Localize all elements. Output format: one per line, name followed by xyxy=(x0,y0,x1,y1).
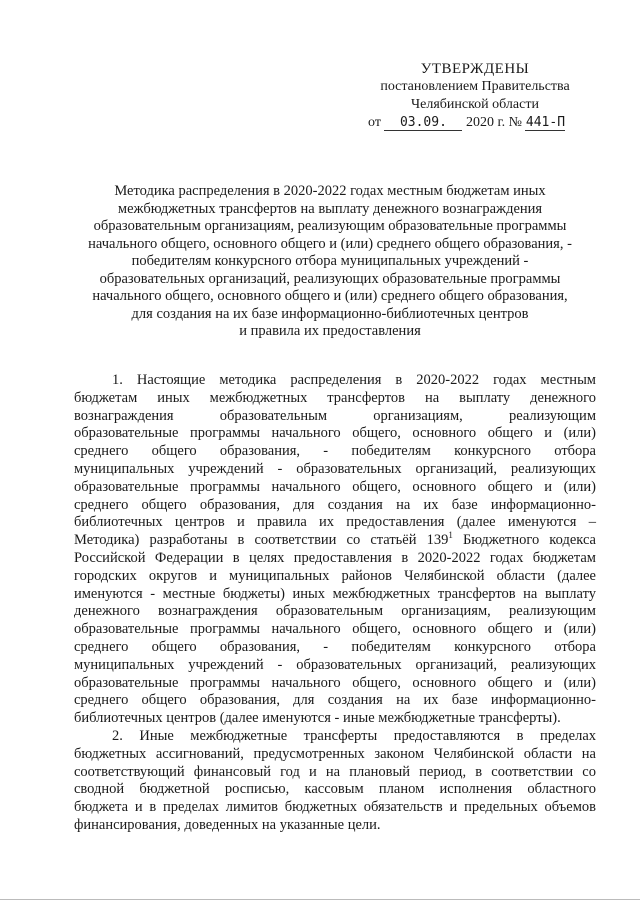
approval-dateline xyxy=(330,114,620,132)
text-fragment: Методика) разработаны в соответствии со статьёй 139 xyxy=(74,532,449,549)
year-and-number-label: 2020 г. № xyxy=(465,115,522,130)
text-line: муниципальных учреждений - образовательных организаций, реализующих xyxy=(74,460,596,477)
title-line: начального общего, основного общего и (или) среднего общего образования, xyxy=(92,288,568,304)
document-body xyxy=(74,372,596,835)
date-prefix: от xyxy=(368,115,381,130)
approval-line-region: Челябинской области xyxy=(411,97,539,112)
text-line: именуются - местные бюджеты) иных межбюджетных трансфертов на выплату xyxy=(74,585,596,602)
text-line: бюджета и в пределах лимитов бюджетных обязательств и предельных объемов xyxy=(74,799,596,816)
text-line: образовательные программы начального общего, основного общего и (или) xyxy=(74,478,596,495)
text-line: 1. Настоящие методика распределения в 2020-2022 годах местным xyxy=(112,372,596,388)
title-line: победителям конкурсного отбора муниципальных учреждений - xyxy=(131,253,529,269)
title-line: для создания на их базе информационно-библиотечных центров xyxy=(131,305,529,322)
text-line: городских округов и муниципальных районов Челябинской области (далее xyxy=(74,567,596,584)
text-fragment: Бюджетного кодекса xyxy=(452,532,596,549)
title-line: образовательных организаций, реализующих образовательные программы xyxy=(99,270,561,287)
handwritten-number: 441-П xyxy=(525,115,566,130)
title-line: образовательным организациям, реализующим образовательные программы xyxy=(93,218,567,234)
paragraph-1 xyxy=(74,372,596,728)
approval-stamp xyxy=(330,60,620,132)
text-line: бюджетам иных межбюджетных трансфертов на выплату денежного xyxy=(74,389,596,406)
text-line: среднего общего образования, для создания на их базе информационно- xyxy=(74,496,596,513)
scan-edge-line xyxy=(0,899,640,900)
document-title xyxy=(78,183,582,341)
text-line: библиотечных центров (далее именуются - иные межбюджетные трансферты). xyxy=(74,710,561,727)
approved-heading: УТВЕРЖДЕНЫ xyxy=(420,61,530,77)
paragraph-2 xyxy=(74,728,596,835)
text-line: среднего общего образования, для создания на их базе информационно- xyxy=(74,692,596,709)
text-line: библиотечных центров и правила их предоставления (далее именуются – xyxy=(74,514,596,531)
text-line: образовательные программы начального общего, основного общего и (или) xyxy=(74,425,596,442)
text-line: соответствующий финансовый год и на плановый период, в соответствии со xyxy=(74,763,596,780)
text-line: сводной бюджетной росписью, кассовым планом исполнения областного xyxy=(74,781,596,798)
approval-line-decree: постановлением Правительства xyxy=(380,79,570,94)
title-line: Методика распределения в 2020-2022 годах местным бюджетам иных xyxy=(114,183,546,199)
text-line: образовательные программы начального общего, основного общего и (или) xyxy=(74,674,596,691)
title-line: начального общего, основного общего и (или) среднего общего образования, - xyxy=(88,235,572,252)
text-line: вознаграждения образовательным организациям, реализующим xyxy=(74,407,596,424)
title-line: межбюджетных трансфертов на выплату денежного вознаграждения xyxy=(117,200,543,217)
text-line: Российской Федерации в целях предоставления в 2020-2022 годах бюджетам xyxy=(74,549,596,566)
text-line: бюджетных ассигнований, предусмотренных законом Челябинской области на xyxy=(74,745,596,762)
text-line: финансирования, доведенных на указанные цели. xyxy=(74,816,381,833)
text-line: денежного вознаграждения образовательным организациям, реализующим xyxy=(74,603,596,620)
text-line: 2. Иные межбюджетные трансферты предоставляются в пределах xyxy=(112,727,596,744)
text-line: среднего общего образования, - победителям конкурсного отбора xyxy=(74,443,596,460)
footnote-marker: 1 xyxy=(448,530,453,541)
handwritten-date: 03.09. xyxy=(384,116,462,131)
text-line: среднего общего образования, - победителям конкурсного отбора xyxy=(74,638,596,655)
text-line: муниципальных учреждений - образовательных организаций, реализующих xyxy=(74,656,596,673)
text-line-with-footnote xyxy=(74,532,596,550)
text-line: образовательные программы начального общего, основного общего и (или) xyxy=(74,621,596,638)
title-line: и правила их предоставления xyxy=(239,323,421,339)
